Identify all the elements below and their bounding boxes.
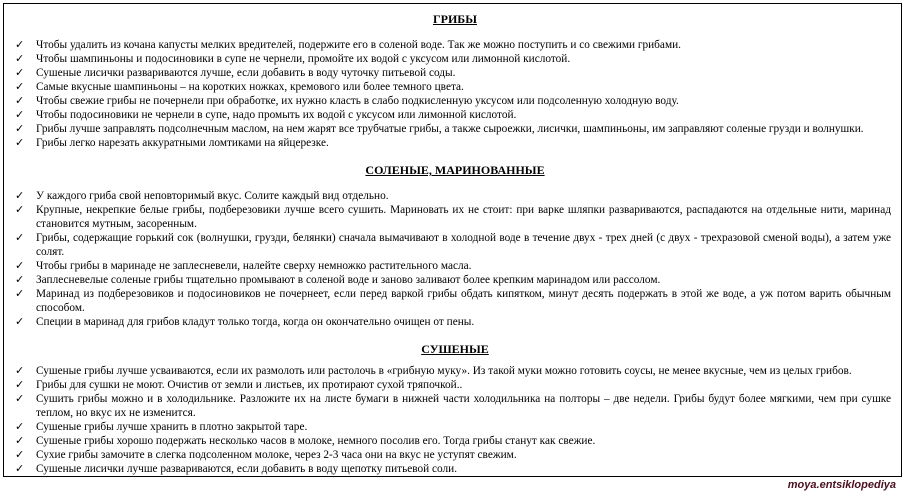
checkmark-icon: ✓ bbox=[15, 66, 25, 79]
checkmark-icon: ✓ bbox=[15, 52, 25, 65]
checkmark-icon: ✓ bbox=[15, 136, 25, 149]
checkmark-icon: ✓ bbox=[15, 392, 25, 405]
checkmark-icon: ✓ bbox=[15, 203, 25, 216]
section-title-dried: СУШЕНЫЕ bbox=[421, 342, 489, 356]
checkmark-icon: ✓ bbox=[15, 80, 25, 93]
checkmark-icon: ✓ bbox=[15, 189, 25, 202]
checkmark-icon: ✓ bbox=[15, 122, 25, 135]
checkmark-icon: ✓ bbox=[15, 273, 25, 286]
checkmark-icon: ✓ bbox=[15, 434, 25, 447]
checkmark-icon: ✓ bbox=[15, 287, 25, 300]
site-watermark: moya.entsiklopediya bbox=[787, 479, 896, 491]
checkmark-icon: ✓ bbox=[15, 38, 25, 51]
checkmark-icon: ✓ bbox=[15, 315, 25, 328]
checkmark-icon: ✓ bbox=[15, 259, 25, 272]
checkmark-icon: ✓ bbox=[15, 462, 25, 475]
checkmark-icon: ✓ bbox=[15, 231, 25, 244]
section-title-mushrooms: ГРИБЫ bbox=[432, 12, 477, 26]
section-title-salted-pickled: СОЛЕНЫЕ, МАРИНОВАННЫЕ bbox=[365, 163, 545, 177]
checkmark-icon: ✓ bbox=[15, 94, 25, 107]
checkmark-icon: ✓ bbox=[15, 364, 25, 377]
checkmark-icon: ✓ bbox=[15, 420, 25, 433]
checkmark-icon: ✓ bbox=[15, 378, 25, 391]
checkmark-icon: ✓ bbox=[15, 108, 25, 121]
checkmark-icon: ✓ bbox=[15, 448, 25, 461]
